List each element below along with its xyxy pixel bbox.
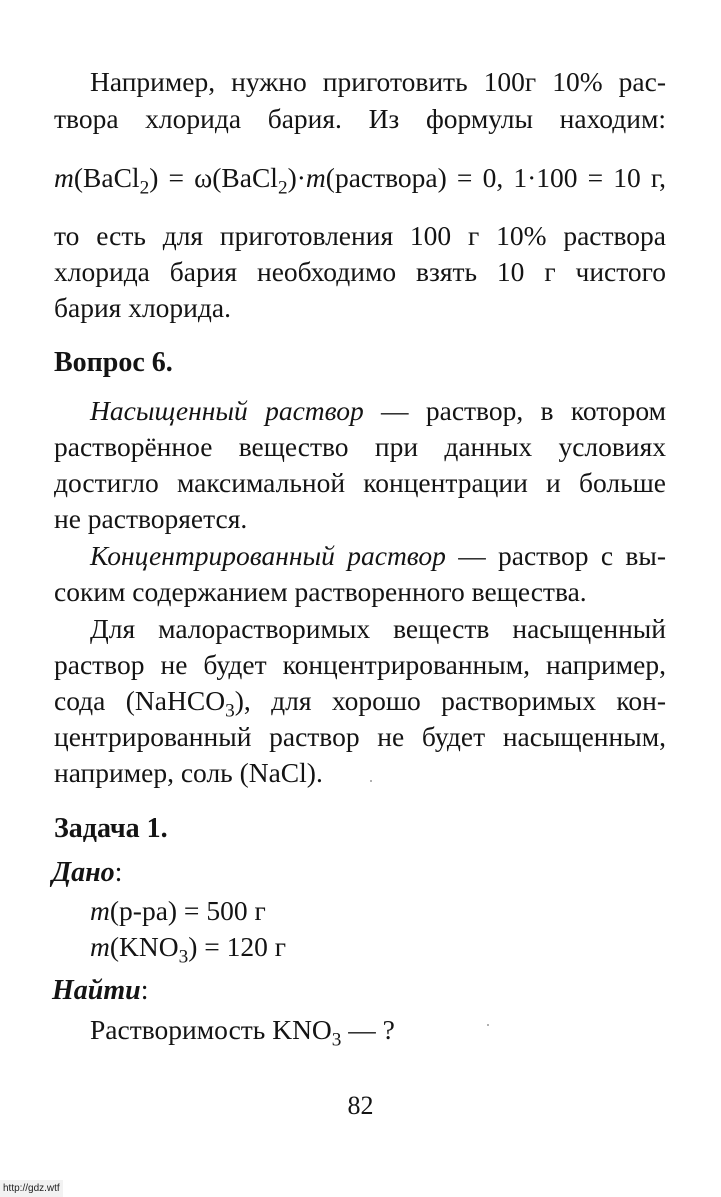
- given-kno3-mass: $m(KNO_3) = 120$ г: [90, 931, 287, 968]
- result-line-1: то есть для приготовления 100 г 10% раствора: [54, 220, 666, 251]
- result-line-3: бария хлорида.: [54, 292, 231, 323]
- find-solubility: Растворимость $KNO_3$ — ?: [90, 1014, 395, 1051]
- comparison-line-1: Для малорастворимых веществ насыщенный: [90, 613, 666, 644]
- comparison-line-4: центрированный раствор не будет насыщенным,: [54, 721, 666, 752]
- question-6-heading: Вопрос 6.: [54, 347, 173, 378]
- scan-speck: [487, 1024, 489, 1026]
- scan-speck: [370, 780, 372, 782]
- find-label: Найти:: [52, 975, 149, 1006]
- saturated-definition-line-1: Насыщенный раствор — раствор, в котором: [90, 395, 666, 426]
- concentrated-definition-line-2: соким содержанием растворенного вещества.: [54, 576, 587, 607]
- task-1-heading: Задача 1.: [54, 813, 168, 844]
- comparison-line-5: например, соль (NaCl).: [54, 757, 323, 788]
- given-solution-mass: m(р-ра) = 500 г: [90, 895, 266, 926]
- concentrated-term: Концентрированный раствор: [90, 540, 446, 571]
- comparison-line-3: сода (NaHCO$_3$), для хорошо растворимых кон-: [54, 685, 666, 722]
- comparison-line-2: раствор не будет концентрированным, например,: [54, 649, 666, 680]
- watermark-link[interactable]: http://gdz.wtf: [0, 1180, 63, 1197]
- page-number: 82: [347, 1091, 374, 1120]
- saturated-term: Насыщенный раствор: [90, 395, 364, 426]
- intro-line-1: Например, нужно приготовить 100г 10% рас-: [90, 66, 666, 97]
- intro-line-2: твора хлорида бария. Из формулы находим:: [54, 103, 666, 134]
- given-label: Дано:: [52, 857, 123, 888]
- saturated-definition-line-4: не растворяется.: [54, 503, 248, 534]
- saturated-definition-line-2: растворённое вещество при данных условиях: [54, 431, 666, 462]
- mass-formula: m(BaCl$_2$) = ω(BaCl$_2$)·m(раствора) = 0, 1·100 = 10 г,: [54, 162, 666, 199]
- saturated-definition-line-3: достигло максимальной концентрации и больше: [54, 467, 666, 498]
- result-line-2: хлорида бария необходимо взять 10 г чистого: [54, 256, 666, 287]
- concentrated-definition-line-1: Концентрированный раствор — раствор с вы-: [90, 540, 666, 571]
